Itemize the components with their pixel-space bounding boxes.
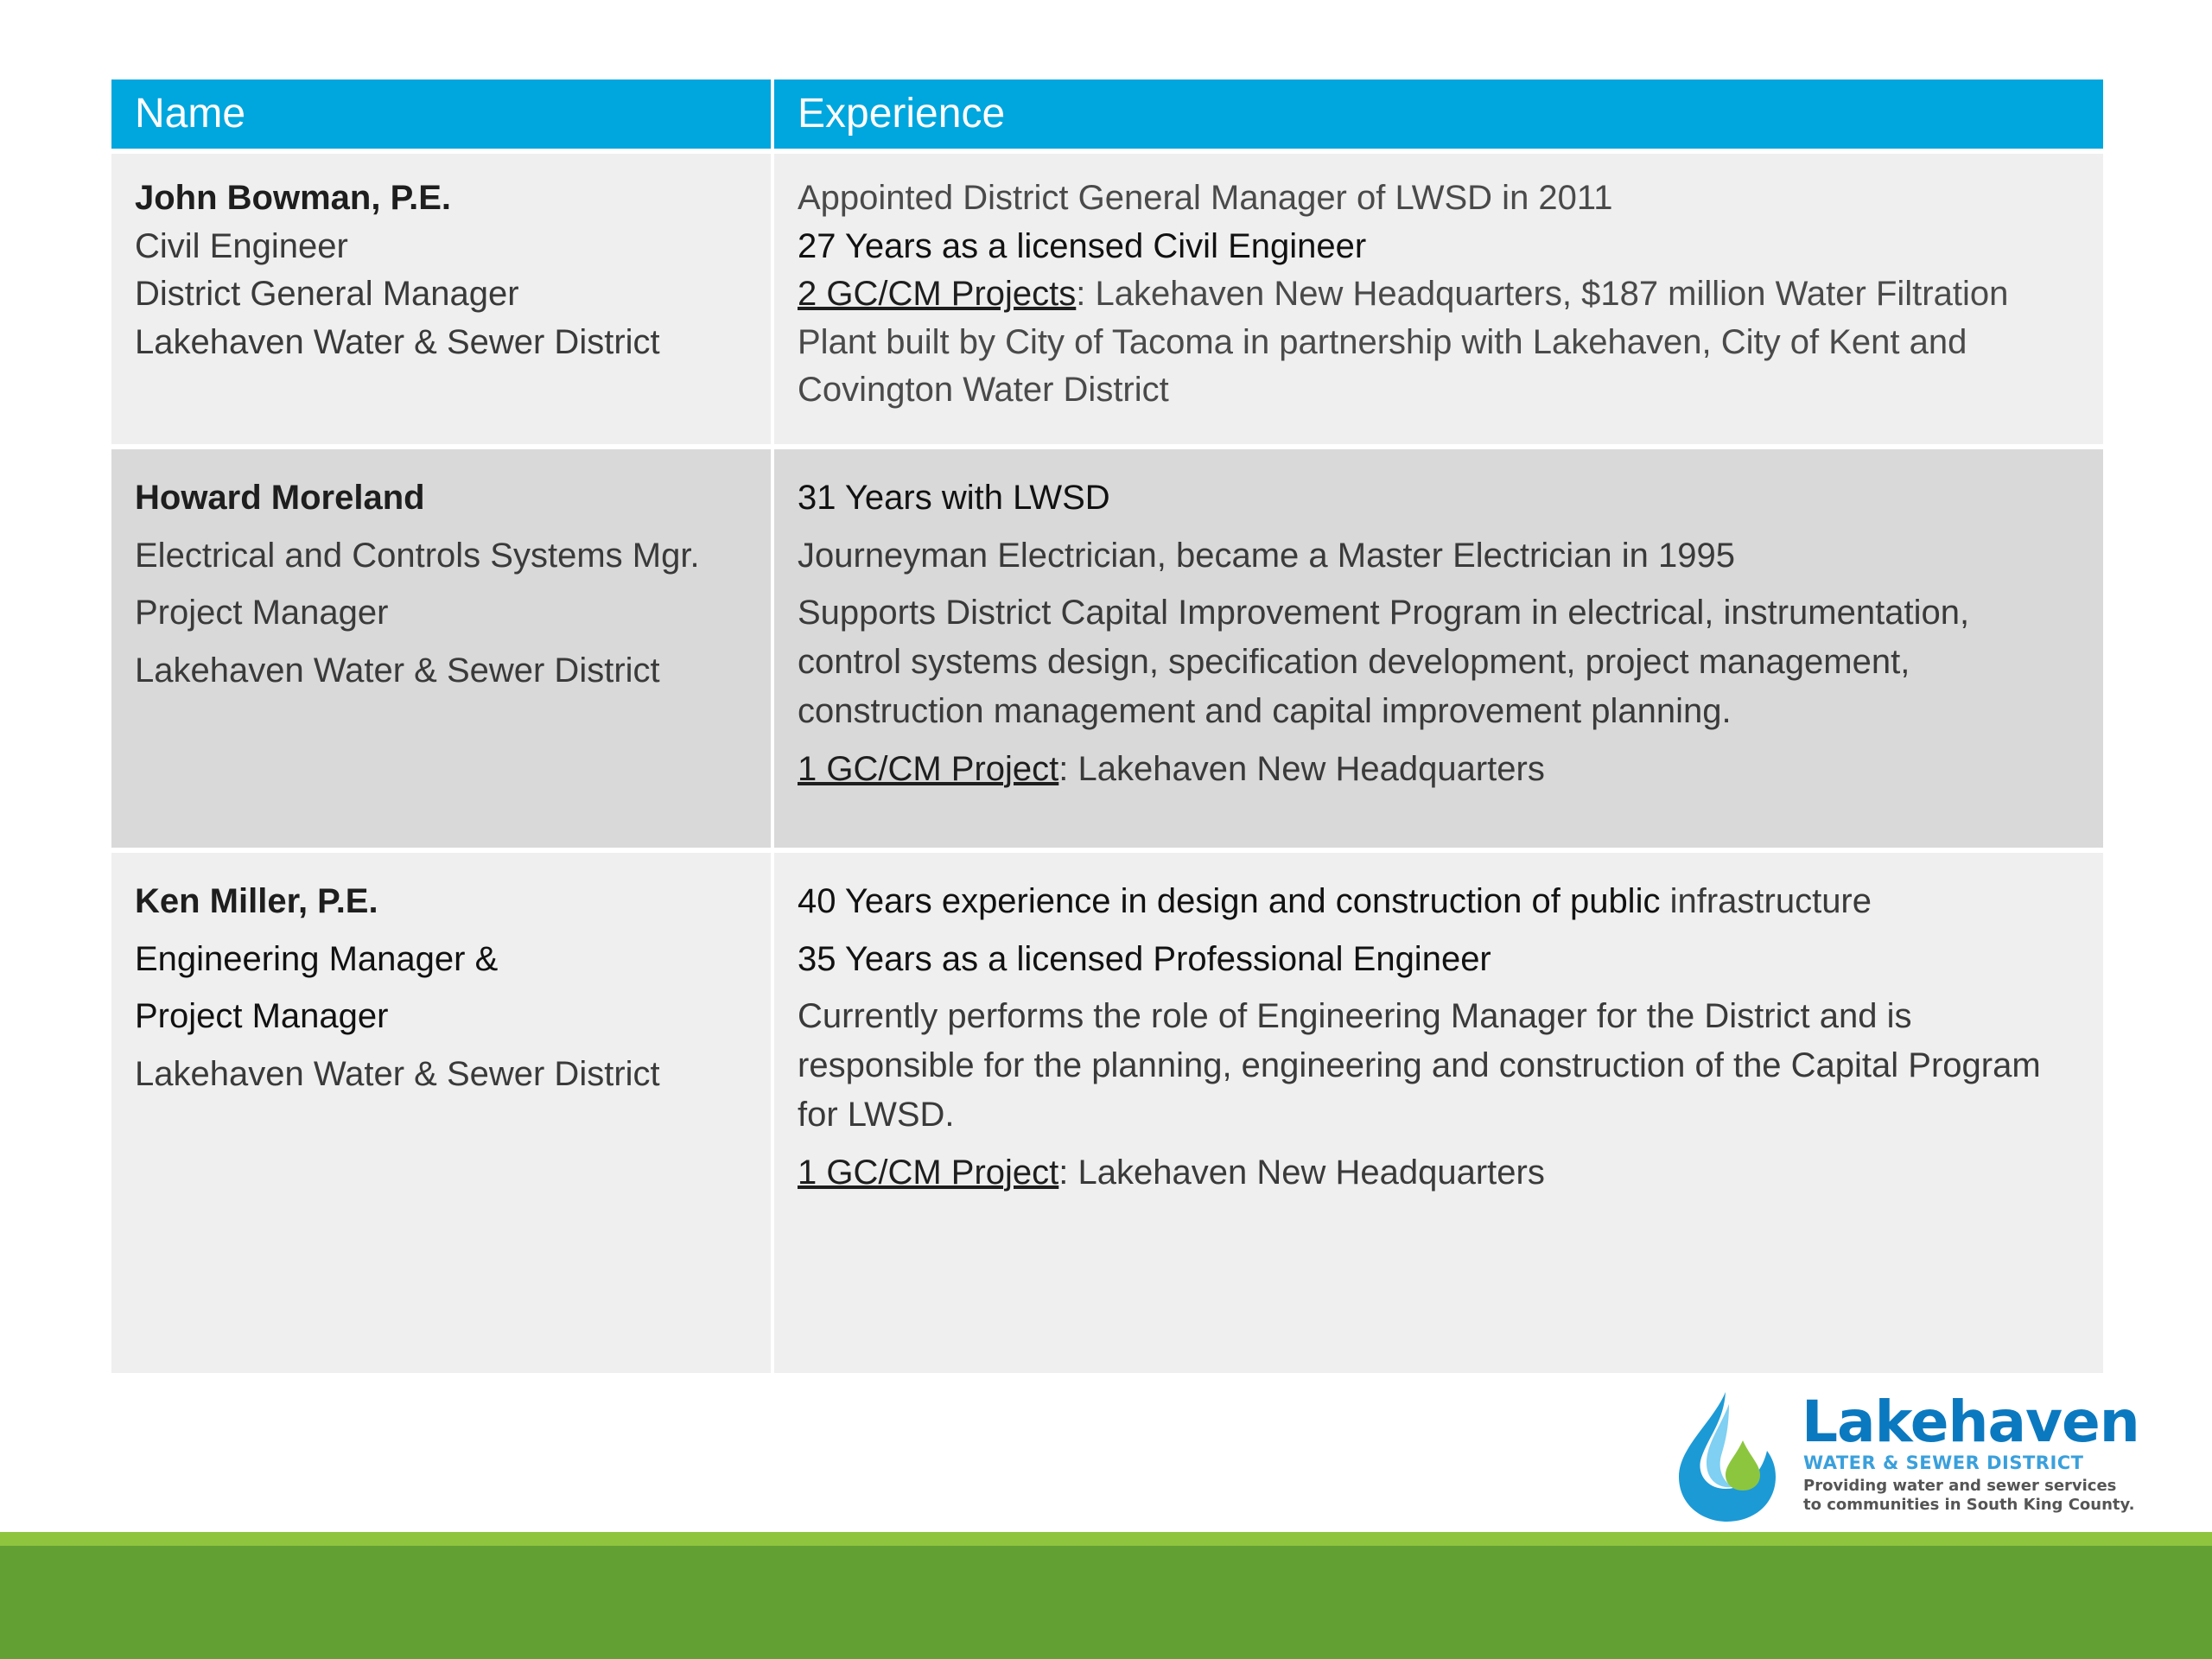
experience-paragraph: Currently performs the role of Engineering Manager for the District and is responsible for the planning, engineering and construction of the Capital Program for LWSD.: [798, 997, 2041, 1134]
person-title: District General Manager: [135, 275, 519, 313]
logo-tagline-line: Providing water and sewer services: [1803, 1477, 2117, 1495]
experience-line: 35 Years as a licensed Professional Engineer: [798, 939, 1491, 978]
person-name: John Bowman, P.E.: [135, 179, 451, 217]
experience-line: Appointed District General Manager of LWSD in 2011: [798, 179, 1613, 217]
name-cell-miller: [111, 853, 771, 1373]
project-text: : Lakehaven New Headquarters, $187 million Water Filtration Plant built by City of Tacoma in partnership with Lakehaven, City of Kent and Covington Water District: [798, 275, 2009, 409]
logo-tagline: [1803, 1477, 2134, 1515]
experience-paragraph: Supports District Capital Improvement Program in electrical, instrumentation, control systems design, specification development, project management, construction management and capital improvement planning.: [798, 594, 1970, 730]
project-line: [798, 745, 2080, 794]
project-line: [798, 270, 2080, 415]
experience-line: 31 Years with LWSD: [798, 479, 1110, 517]
experience-line: Journeyman Electrician, became a Master Electrician in 1995: [798, 536, 1735, 575]
person-title: Lakehaven Water & Sewer District: [135, 1054, 660, 1093]
experience-bold-text: 40 Years experience in design and construction of public: [798, 882, 1661, 920]
person-title: Engineering Manager &: [135, 939, 499, 978]
header-name: Name: [111, 79, 771, 149]
project-label: 1 GC/CM Project: [798, 749, 1059, 788]
project-text: : Lakehaven New Headquarters: [1058, 749, 1545, 788]
project-line: [798, 1148, 2080, 1198]
person-name: Ken Miller, P.E.: [135, 882, 378, 920]
footer-accent-line: [0, 1532, 2212, 1546]
experience-tail-text: infrastructure: [1660, 882, 1872, 920]
experience-line: [798, 877, 2080, 926]
staff-table: [111, 79, 2100, 1371]
name-cell-bowman: [111, 154, 771, 444]
footer-bar: [0, 1546, 2212, 1659]
person-name: Howard Moreland: [135, 479, 425, 517]
person-title: Project Manager: [135, 594, 389, 632]
person-title: Lakehaven Water & Sewer District: [135, 322, 660, 361]
header-experience: Experience: [774, 79, 2103, 149]
experience-cell-bowman: [774, 154, 2103, 444]
logo-subtitle: WATER & SEWER DISTRICT: [1803, 1452, 2084, 1473]
person-title: Project Manager: [135, 997, 389, 1035]
water-drop-icon: [1672, 1387, 1784, 1525]
name-cell-moreland: [111, 449, 771, 848]
experience-line: 27 Years as a licensed Civil Engineer: [798, 226, 1367, 265]
project-text: : Lakehaven New Headquarters: [1058, 1153, 1545, 1192]
logo-tagline-line: to communities in South King County.: [1803, 1496, 2135, 1514]
experience-cell-miller: [774, 853, 2103, 1373]
lakehaven-logo: [1672, 1387, 2190, 1525]
project-label: 1 GC/CM Project: [798, 1153, 1059, 1192]
project-label: 2 GC/CM Projects: [798, 275, 1077, 313]
experience-cell-moreland: [774, 449, 2103, 848]
person-title: Civil Engineer: [135, 226, 348, 265]
person-title: Electrical and Controls Systems Mgr.: [135, 536, 700, 575]
logo-name: Lakehaven: [1802, 1389, 2139, 1455]
person-title: Lakehaven Water & Sewer District: [135, 651, 660, 690]
